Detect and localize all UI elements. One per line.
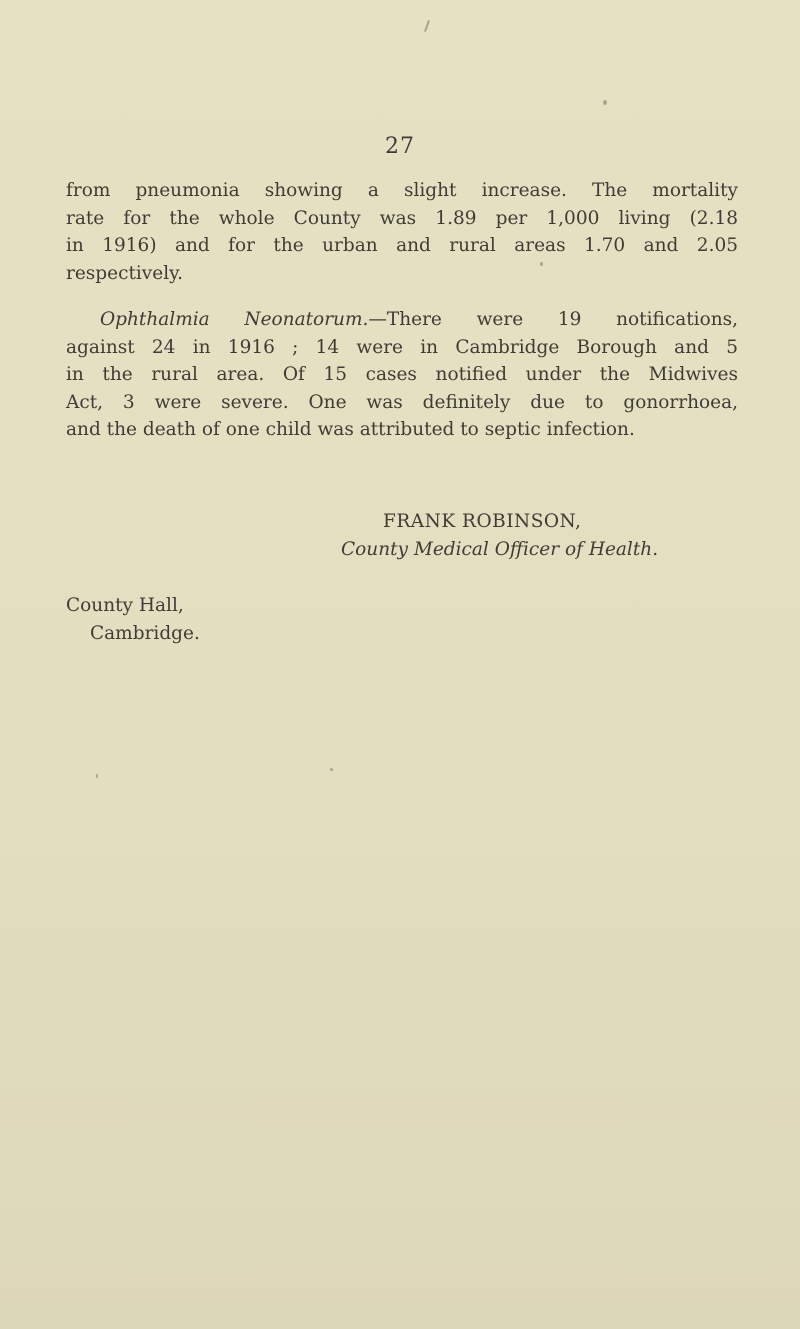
paper-speck: [424, 20, 430, 32]
signature-block: [341, 508, 659, 564]
paragraph-line-rest: —There were 19 notifications,: [368, 309, 739, 330]
paragraph-line: from pneumonia showing a slight increase. The mortality: [66, 180, 738, 201]
address-block: [66, 592, 200, 648]
page-number: 27: [385, 134, 415, 159]
address-line: County Hall,: [66, 595, 184, 616]
paragraph-line: respectively.: [66, 262, 183, 284]
paragraph-line: in the rural area. Of 15 cases notified under the Midwives: [66, 364, 738, 385]
paragraph-line: and the death of one child was attributed to septic infection.: [66, 419, 635, 440]
signatory-name: FRANK ROBINSON,: [383, 511, 582, 532]
paragraph-first-line: [66, 306, 738, 334]
paragraph-ophthalmia: [66, 306, 738, 444]
paper-speck: [603, 100, 607, 105]
paragraph-mortality: [66, 177, 738, 287]
paragraph-line: against 24 in 1916 ; 14 were in Cambridge Borough and 5: [66, 336, 738, 358]
section-heading: Ophthalmia Neonatorum.: [100, 309, 369, 330]
paragraph-line: rate for the whole County was 1.89 per 1,000 living (2.18: [66, 207, 738, 229]
paragraph-line: in 1916) and for the urban and rural areas 1.70 and 2.05: [66, 235, 738, 256]
paper-speck: [96, 774, 98, 778]
paper-speck: [540, 262, 543, 266]
paragraph-line: Act, 3 were severe. One was definitely due to gonorrhoea,: [66, 391, 738, 413]
paper-speck: [330, 768, 333, 771]
address-line: Cambridge.: [90, 623, 200, 644]
signatory-title: County Medical Officer of Health.: [341, 539, 659, 560]
